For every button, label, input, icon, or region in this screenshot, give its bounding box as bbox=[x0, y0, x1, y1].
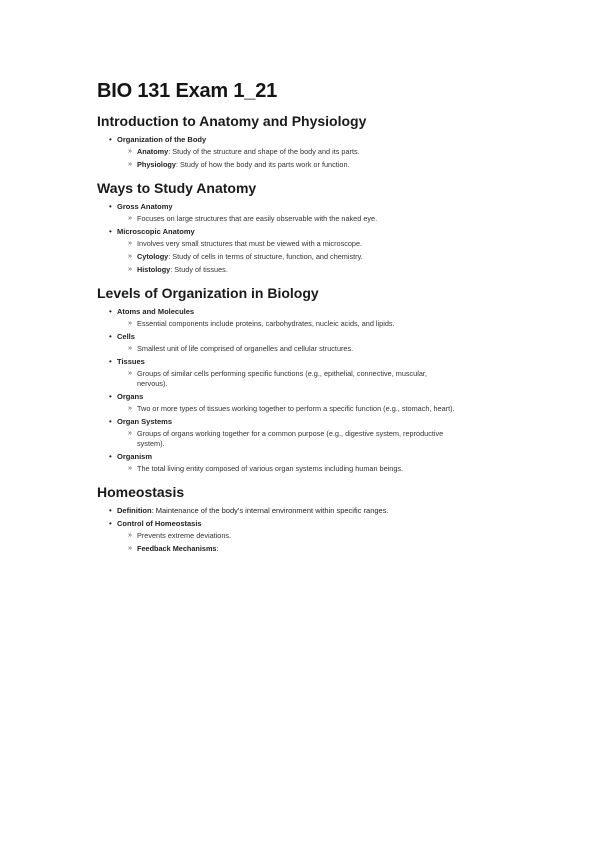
list-item bbox=[109, 227, 457, 275]
sub-text: Groups of organs working together for a common purpose (e.g., digestive system, reproductive system). bbox=[137, 429, 444, 448]
sub-item bbox=[128, 344, 457, 354]
sub-text: Focuses on large structures that are easily observable with the naked eye. bbox=[137, 214, 378, 223]
sub-list bbox=[117, 344, 457, 354]
item-label: • Organism bbox=[117, 452, 153, 461]
section bbox=[97, 484, 457, 554]
sub-item bbox=[128, 369, 457, 389]
document-title: BIO 131 Exam 1_21 bbox=[97, 80, 278, 102]
sub-text: : bbox=[216, 544, 219, 553]
sub-text: Essential components include proteins, carbohydrates, nucleic acids, and lipids. bbox=[137, 319, 395, 328]
sub-item bbox=[128, 531, 457, 541]
sub-text: : Study of how the body and its parts work or function. bbox=[175, 160, 350, 169]
sub-list bbox=[117, 429, 457, 449]
sub-text: : Study of tissues. bbox=[170, 265, 228, 274]
section-heading: Homeostasis bbox=[97, 484, 185, 500]
sections-container bbox=[97, 113, 457, 554]
sub-list bbox=[117, 464, 457, 474]
item-text: : Maintenance of the body's internal environment within specific ranges. bbox=[151, 506, 389, 515]
bullet-list bbox=[97, 135, 457, 170]
item-label: • Organ Systems bbox=[117, 417, 173, 426]
sub-list bbox=[117, 214, 457, 224]
list-item bbox=[109, 392, 457, 414]
item-label: • Control of Homeostasis bbox=[117, 519, 202, 528]
bullet-list bbox=[97, 202, 457, 275]
sub-item bbox=[128, 404, 457, 414]
item-label: • Gross Anatomy bbox=[117, 202, 173, 211]
list-item bbox=[109, 202, 457, 224]
list-item bbox=[109, 519, 457, 554]
sub-list bbox=[117, 319, 457, 329]
section-heading: Levels of Organization in Biology bbox=[97, 285, 319, 301]
sub-list bbox=[117, 369, 457, 389]
sub-list bbox=[117, 147, 457, 170]
list-item bbox=[109, 307, 457, 329]
item-term: Definition bbox=[117, 506, 152, 515]
sub-text: Groups of similar cells performing specific functions (e.g., epithelial, connective, muscular, nervous). bbox=[137, 369, 427, 388]
sub-item bbox=[128, 429, 457, 449]
sub-item bbox=[128, 239, 457, 249]
sub-term: Histology bbox=[137, 265, 171, 274]
list-item bbox=[109, 135, 457, 170]
sub-list bbox=[117, 239, 457, 275]
bullet-list bbox=[97, 307, 457, 474]
document-page bbox=[97, 80, 457, 564]
item-label: • Organization of the Body bbox=[117, 135, 207, 144]
item-label: • Microscopic Anatomy bbox=[117, 227, 195, 236]
sub-text: : Study of cells in terms of structure, function, and chemistry. bbox=[168, 252, 363, 261]
sub-term: Cytology bbox=[137, 252, 169, 261]
list-item bbox=[109, 452, 457, 474]
sub-text: The total living entity composed of various organ systems including human beings. bbox=[137, 464, 404, 473]
list-item bbox=[109, 417, 457, 449]
sub-list bbox=[117, 531, 457, 554]
sub-list bbox=[117, 404, 457, 414]
list-item bbox=[109, 357, 457, 389]
sub-text: Smallest unit of life comprised of organelles and cellular structures. bbox=[137, 344, 354, 353]
sub-item bbox=[128, 265, 457, 275]
sub-term: Feedback Mechanisms bbox=[137, 544, 217, 553]
sub-item bbox=[128, 252, 457, 262]
sub-term: Anatomy bbox=[137, 147, 169, 156]
item-label: • Organs bbox=[117, 392, 144, 401]
sub-item bbox=[128, 464, 457, 474]
section bbox=[97, 113, 457, 170]
sub-term: Physiology bbox=[137, 160, 176, 169]
sub-text: Prevents extreme deviations. bbox=[137, 531, 232, 540]
list-item bbox=[109, 506, 457, 516]
section bbox=[97, 180, 457, 275]
item-label: • Tissues bbox=[117, 357, 145, 366]
item-label: • Atoms and Molecules bbox=[117, 307, 195, 316]
section-heading: Ways to Study Anatomy bbox=[97, 180, 257, 196]
sub-text: Involves very small structures that must be viewed with a microscope. bbox=[137, 239, 363, 248]
section bbox=[97, 285, 457, 474]
bullet-list bbox=[97, 506, 457, 554]
item-label: • Cells bbox=[117, 332, 135, 341]
section-heading: Introduction to Anatomy and Physiology bbox=[97, 113, 367, 129]
sub-item bbox=[128, 147, 457, 157]
sub-item bbox=[128, 319, 457, 329]
sub-text: Two or more types of tissues working together to perform a specific function (e.g., stomach, heart). bbox=[137, 404, 455, 413]
sub-item bbox=[128, 544, 457, 554]
list-item bbox=[109, 332, 457, 354]
sub-item bbox=[128, 214, 457, 224]
sub-item bbox=[128, 160, 457, 170]
sub-text: : Study of the structure and shape of the body and its parts. bbox=[168, 147, 360, 156]
